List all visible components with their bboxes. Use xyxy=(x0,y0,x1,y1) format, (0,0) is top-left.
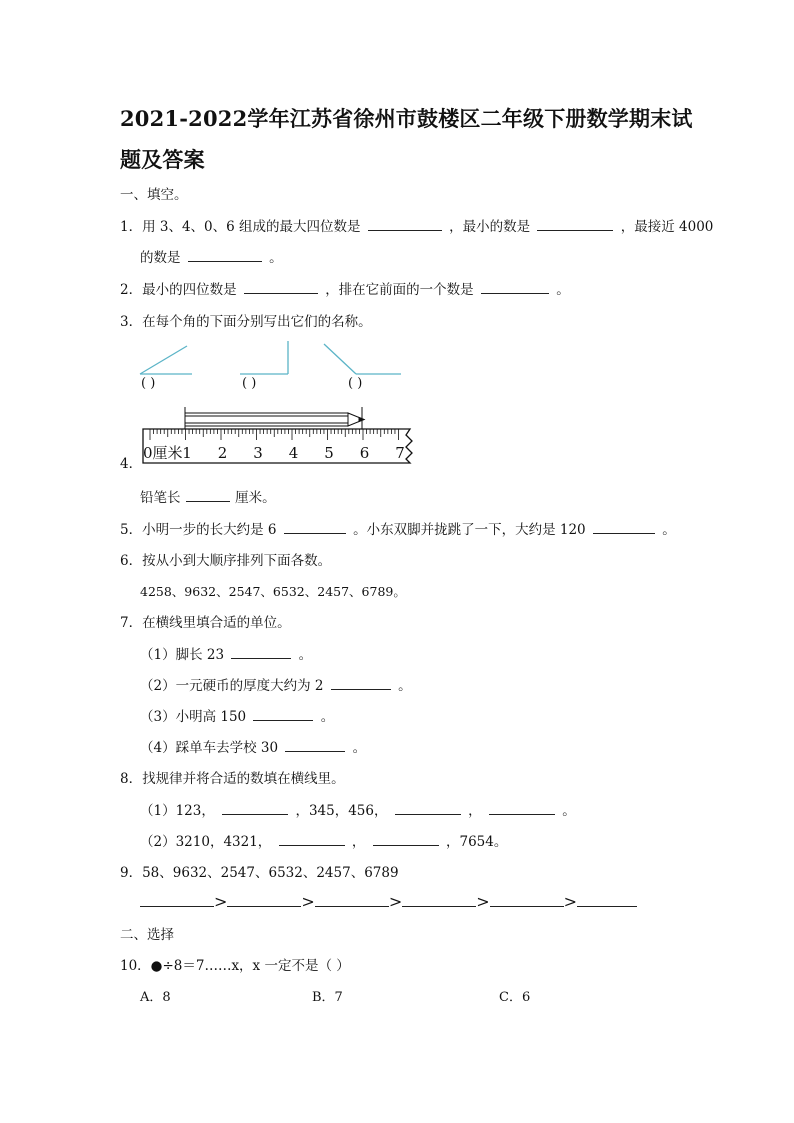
question-9: 9．58、9632、2547、6532、2457、6789 xyxy=(120,865,399,881)
q5-text-b: 。小东双脚并拢跳了一下，大约是 120 xyxy=(353,522,586,538)
q7-item-2-text: （2）一元硬币的厚度大约为 2 xyxy=(140,678,324,694)
q7-blank-2[interactable] xyxy=(331,677,391,690)
q8-s2-blank-2[interactable] xyxy=(373,833,439,846)
ruler-label: 7 xyxy=(395,444,405,462)
q7-item-4-end: 。 xyxy=(352,740,367,756)
q1-blank-1[interactable] xyxy=(368,218,442,231)
q10-option-a[interactable]: A．8 xyxy=(140,990,171,1005)
q7-item-4-text: （4）踩单车去学校 30 xyxy=(140,740,279,756)
question-10: 10．●÷8＝7……x，x 一定不是（ ） xyxy=(120,958,350,974)
q1-text-c: ，最接近 4000 xyxy=(620,219,714,235)
q8-s1-blank-1[interactable] xyxy=(222,802,288,815)
q7-item-3-end: 。 xyxy=(320,709,335,725)
question-4-answer xyxy=(140,489,276,507)
ruler-label: 6 xyxy=(359,444,370,462)
q9-gt-2: > xyxy=(301,892,315,911)
angle-obtuse-icon xyxy=(324,344,401,374)
q7-blank-1[interactable] xyxy=(231,646,291,659)
q10-option-b[interactable]: B．7 xyxy=(312,990,343,1005)
question-7: 7．在横线里填合适的单位。 xyxy=(120,615,291,631)
q1-text-b: ，最小的数是 xyxy=(449,219,531,235)
q4-blank[interactable] xyxy=(186,489,230,502)
q2-text-a: 2．最小的四位数是 xyxy=(120,282,237,298)
q8-s1-d: 。 xyxy=(562,803,576,819)
q2-text-c: 。 xyxy=(556,282,570,298)
ruler-label: 1 xyxy=(182,444,192,462)
q1-text-d: 的数是 xyxy=(140,250,181,266)
q8-s1-a: （1）123， xyxy=(140,803,215,819)
title-line-2: 题及答案 xyxy=(120,147,205,172)
ruler-label: 2 xyxy=(217,444,228,462)
q8-s1-blank-3[interactable] xyxy=(489,802,555,815)
q3-answer-1[interactable]: ( ) xyxy=(141,376,156,391)
q7-item-2 xyxy=(140,677,412,695)
q9-gt-1: > xyxy=(214,892,228,911)
q9-gt-4: > xyxy=(476,892,490,911)
question-2 xyxy=(120,281,570,299)
q4-text-a: 铅笔长 xyxy=(140,490,181,506)
q9-gt-5: > xyxy=(563,892,578,911)
q9-blank-5[interactable] xyxy=(490,894,564,907)
question-1-line-2 xyxy=(140,249,283,267)
question-4-number: 4． xyxy=(120,456,143,472)
q9-blank-1[interactable] xyxy=(140,894,214,907)
ruler-label: 0厘米 xyxy=(143,444,183,462)
q8-sequence-1 xyxy=(140,802,576,820)
q7-item-1-end: 。 xyxy=(298,647,313,663)
q7-item-2-end: 。 xyxy=(398,678,412,694)
q9-blank-3[interactable] xyxy=(315,894,389,907)
q5-blank-2[interactable] xyxy=(593,521,655,534)
q9-ordering-row xyxy=(140,893,637,911)
angle-right-icon xyxy=(240,341,288,374)
q7-item-4 xyxy=(140,739,366,757)
q9-gt-3: > xyxy=(388,892,403,911)
question-6: 6．按从小到大顺序排列下面各数。 xyxy=(120,553,332,569)
q9-blank-4[interactable] xyxy=(402,894,476,907)
q10-option-c[interactable]: C．6 xyxy=(499,990,531,1005)
q5-text-a: 5．小明一步的长大约是 6 xyxy=(120,522,277,538)
q2-text-b: ，排在它前面的一个数是 xyxy=(325,282,474,298)
question-1-line-1 xyxy=(120,218,713,236)
angle-figures xyxy=(130,338,420,398)
q7-item-3-text: （3）小明高 150 xyxy=(140,709,247,725)
ruler-label: 3 xyxy=(253,444,263,462)
q6-numbers: 4258、9632、2547、6532、2457、6789。 xyxy=(140,584,406,599)
q8-s2-c: ，7654。 xyxy=(446,834,508,850)
question-8: 8．找规律并将合适的数填在横线里。 xyxy=(120,771,345,787)
angle-acute-icon xyxy=(140,346,192,374)
q8-s2-blank-1[interactable] xyxy=(279,833,345,846)
q2-blank-2[interactable] xyxy=(481,281,549,294)
section-1-heading: 一、填空。 xyxy=(120,187,188,203)
q5-blank-1[interactable] xyxy=(284,521,346,534)
q1-text-a: 1．用 3、4、0、6 组成的最大四位数是 xyxy=(120,219,361,235)
q2-blank-1[interactable] xyxy=(244,281,318,294)
q7-item-1-text: （1）脚长 23 xyxy=(140,647,225,663)
section-2-heading: 二、选择 xyxy=(120,927,174,943)
q4-text-b: 厘米。 xyxy=(235,490,276,506)
q7-blank-4[interactable] xyxy=(285,739,345,752)
q1-blank-3[interactable] xyxy=(188,249,262,262)
ruler-label: 4 xyxy=(288,444,299,462)
q8-s1-blank-2[interactable] xyxy=(395,802,461,815)
ruler-label: 5 xyxy=(324,444,334,462)
q5-text-c: 。 xyxy=(662,522,676,538)
q7-blank-3[interactable] xyxy=(253,708,313,721)
q1-blank-2[interactable] xyxy=(537,218,613,231)
q7-item-3 xyxy=(140,708,334,726)
q1-text-e: 。 xyxy=(269,250,283,266)
q9-blank-2[interactable] xyxy=(227,894,301,907)
q8-s1-b: ，345，456， xyxy=(295,803,388,819)
q8-s2-a: （2）3210，4321， xyxy=(140,834,272,850)
ruler-with-pencil xyxy=(138,405,420,469)
q3-answer-3[interactable]: ( ) xyxy=(348,376,363,391)
question-5 xyxy=(120,521,676,539)
q8-sequence-2 xyxy=(140,833,507,851)
question-3: 3．在每个角的下面分别写出它们的名称。 xyxy=(120,314,372,330)
q8-s2-b: ， xyxy=(351,834,366,850)
q9-blank-6[interactable] xyxy=(577,894,637,907)
pencil-icon xyxy=(185,413,364,426)
title-line-1: 2021-2022学年江苏省徐州市鼓楼区二年级下册数学期末试 xyxy=(120,106,693,131)
q8-s1-c: ， xyxy=(468,803,482,819)
q3-answer-2[interactable]: ( ) xyxy=(242,376,257,391)
q7-item-1 xyxy=(140,646,312,664)
